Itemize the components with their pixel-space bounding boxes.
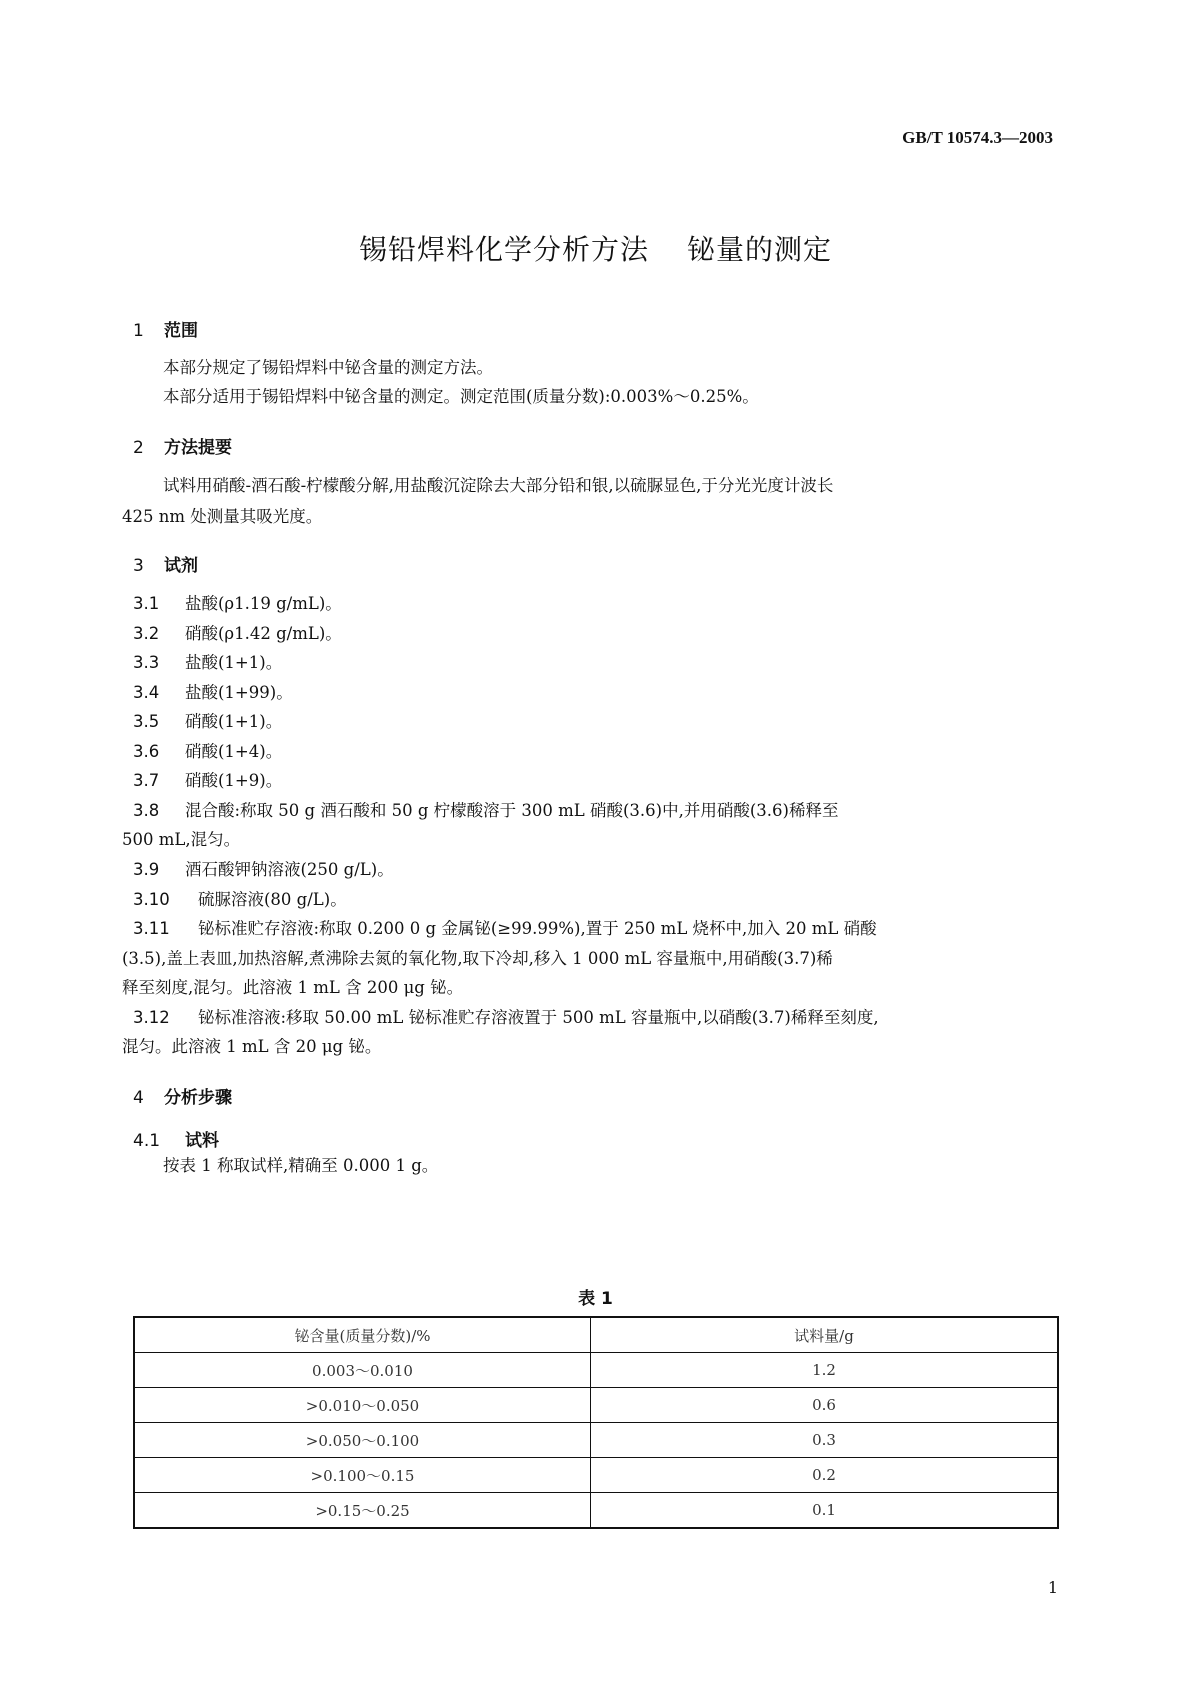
page-number: 1 bbox=[1047, 1578, 1058, 1597]
reagent-item bbox=[133, 890, 347, 910]
item-number: 3.5 bbox=[133, 712, 160, 731]
table-cell: >0.15～0.25 bbox=[134, 1493, 591, 1529]
section-2-heading bbox=[133, 433, 232, 458]
section-number: 2 bbox=[133, 438, 144, 458]
item-text: 硝酸(1+9)。 bbox=[185, 771, 283, 790]
item-number: 3.10 bbox=[133, 890, 170, 909]
item-number: 3.3 bbox=[133, 653, 160, 672]
subsection-title: 试料 bbox=[185, 1131, 219, 1151]
paragraph: 本部分适用于锡铅焊料中铋含量的测定。测定范围(质量分数):0.003%～0.25%。 bbox=[163, 387, 759, 406]
item-text: 盐酸(1+99)。 bbox=[185, 683, 293, 702]
subsection-4-1-heading bbox=[133, 1126, 219, 1151]
subsection-number: 4.1 bbox=[133, 1131, 161, 1151]
section-number: 1 bbox=[133, 321, 144, 341]
item-number: 3.1 bbox=[133, 594, 160, 613]
paragraph: 试料用硝酸-酒石酸-柠檬酸分解,用盐酸沉淀除去大部分铅和银,以硫脲显色,于分光光度计波长 bbox=[163, 476, 834, 495]
paragraph: 按表 1 称取试样,精确至 0.000 1 g。 bbox=[163, 1156, 439, 1175]
item-number: 3.9 bbox=[133, 860, 160, 879]
reagent-item bbox=[133, 801, 838, 821]
item-text: 酒石酸钾钠溶液(250 g/L)。 bbox=[185, 860, 394, 879]
table-row bbox=[134, 1493, 1058, 1529]
reagent-item bbox=[133, 712, 282, 732]
table-row bbox=[134, 1353, 1058, 1388]
item-text: 混合酸:称取 50 g 酒石酸和 50 g 柠檬酸溶于 300 mL 硝酸(3.6)中,并用硝酸(3.6)稀释至 bbox=[185, 801, 839, 820]
item-number: 3.8 bbox=[133, 801, 160, 820]
section-title: 方法提要 bbox=[164, 438, 232, 458]
reagent-item bbox=[133, 1008, 879, 1028]
item-continuation: (3.5),盖上表皿,加热溶解,煮沸除去氮的氧化物,取下冷却,移入 1 000 mL 容量瓶中,用硝酸(3.7)稀 bbox=[122, 949, 833, 968]
section-title: 分析步骤 bbox=[164, 1088, 232, 1108]
sample-mass-table bbox=[133, 1316, 1059, 1529]
standard-code: GB/T 10574.3—2003 bbox=[902, 128, 1053, 147]
table-row bbox=[134, 1458, 1058, 1493]
item-text: 盐酸(1+1)。 bbox=[185, 653, 283, 672]
item-text: 硝酸(ρ1.42 g/mL)。 bbox=[185, 624, 342, 643]
reagent-item bbox=[133, 919, 877, 939]
item-number: 3.4 bbox=[133, 683, 160, 702]
table-row bbox=[134, 1388, 1058, 1423]
section-3-heading bbox=[133, 551, 198, 576]
reagent-item bbox=[133, 624, 342, 644]
table-cell: 1.2 bbox=[591, 1353, 1059, 1388]
table-row bbox=[134, 1423, 1058, 1458]
table-caption: 表 1 bbox=[578, 1289, 613, 1309]
table-cell: 0.003～0.010 bbox=[134, 1353, 591, 1388]
reagent-item bbox=[133, 860, 394, 880]
table-cell: >0.100～0.15 bbox=[134, 1458, 591, 1493]
paragraph: 本部分规定了锡铅焊料中铋含量的测定方法。 bbox=[163, 358, 493, 377]
reagent-item bbox=[133, 683, 293, 703]
item-number: 3.7 bbox=[133, 771, 160, 790]
table-cell: 0.6 bbox=[591, 1388, 1059, 1423]
table-cell: 0.2 bbox=[591, 1458, 1059, 1493]
item-continuation: 混匀。此溶液 1 mL 含 20 μg 铋。 bbox=[122, 1037, 382, 1056]
table-cell: >0.010～0.050 bbox=[134, 1388, 591, 1423]
section-title: 范围 bbox=[164, 321, 198, 341]
item-text: 铋标准溶液:移取 50.00 mL 铋标准贮存溶液置于 500 mL 容量瓶中,以硝酸(3.7)稀释至刻度, bbox=[198, 1008, 879, 1027]
reagent-item bbox=[133, 653, 282, 673]
item-number: 3.6 bbox=[133, 742, 160, 761]
table-cell: >0.050～0.100 bbox=[134, 1423, 591, 1458]
reagent-item bbox=[133, 742, 282, 762]
item-text: 硝酸(1+4)。 bbox=[185, 742, 283, 761]
column-header: 铋含量(质量分数)/% bbox=[134, 1317, 591, 1353]
table-cell: 0.3 bbox=[591, 1423, 1059, 1458]
section-number: 4 bbox=[133, 1088, 144, 1108]
item-number: 3.12 bbox=[133, 1008, 170, 1027]
section-title: 试剂 bbox=[164, 556, 198, 576]
item-text: 硝酸(1+1)。 bbox=[185, 712, 283, 731]
column-header: 试料量/g bbox=[591, 1317, 1059, 1353]
item-text: 硫脲溶液(80 g/L)。 bbox=[198, 890, 347, 909]
table-cell: 0.1 bbox=[591, 1493, 1059, 1529]
item-text: 铋标准贮存溶液:称取 0.200 0 g 金属铋(≥99.99%),置于 250 mL 烧杯中,加入 20 mL 硝酸 bbox=[198, 919, 877, 938]
item-number: 3.2 bbox=[133, 624, 160, 643]
section-number: 3 bbox=[133, 556, 144, 576]
reagent-item bbox=[133, 594, 342, 614]
item-continuation: 500 mL,混匀。 bbox=[122, 830, 241, 849]
table-header-row bbox=[134, 1317, 1058, 1353]
paragraph-continuation: 425 nm 处测量其吸光度。 bbox=[122, 507, 323, 526]
item-continuation: 释至刻度,混匀。此溶液 1 mL 含 200 μg 铋。 bbox=[122, 978, 464, 997]
item-number: 3.11 bbox=[133, 919, 170, 938]
reagent-item bbox=[133, 771, 282, 791]
document-title: 锡铅焊料化学分析方法 铋量的测定 bbox=[359, 233, 832, 266]
item-text: 盐酸(ρ1.19 g/mL)。 bbox=[185, 594, 342, 613]
section-4-heading bbox=[133, 1083, 232, 1108]
section-1-heading bbox=[133, 316, 198, 341]
